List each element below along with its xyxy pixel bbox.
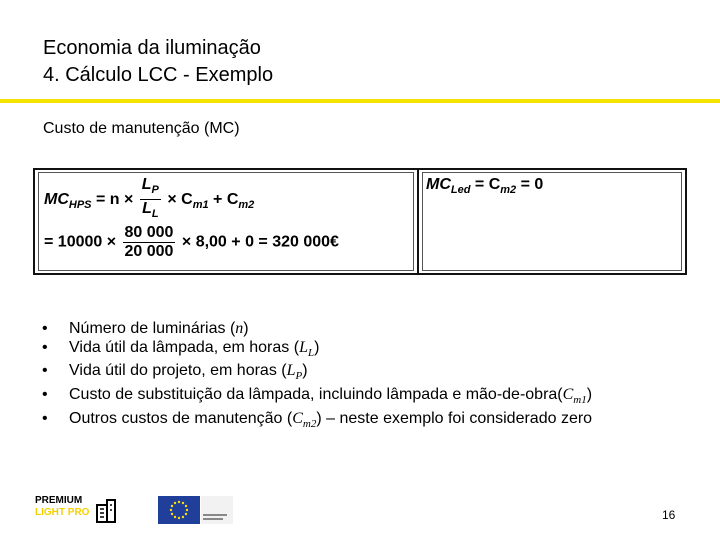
formula-mc-led [426, 176, 543, 196]
eu-flag-icon [158, 496, 200, 524]
list-item-after: ) [302, 362, 308, 380]
title-line-1: Economia da iluminação [43, 37, 261, 59]
fraction-numerator-sub: P [151, 184, 159, 197]
formula-subscript: m2 [500, 184, 517, 197]
list-item-var: n [235, 320, 244, 337]
list-item-var-sub: P [295, 370, 303, 383]
list-item-var: L [286, 362, 296, 380]
list-item-var-sub: L [307, 346, 315, 359]
list-item-var: L [299, 338, 308, 356]
list-item [42, 362, 662, 386]
bullet-icon: • [42, 338, 48, 356]
logo-text-1: PREMIUM [35, 495, 83, 506]
list-item-var: C [292, 409, 303, 427]
formula-term: + C [208, 190, 239, 208]
list-item [42, 339, 662, 363]
list-item-after: ) [586, 385, 593, 403]
formula-subscript: Led [450, 184, 471, 197]
list-item [42, 410, 662, 434]
formula-mc-hps-value [44, 224, 339, 261]
formula-subscript: m1 [192, 199, 209, 212]
section-title: Custo de manutenção (MC) [43, 120, 240, 137]
list-item-var: C [562, 385, 574, 403]
formula-result: × 8,00 + 0 = 320 000€ [177, 233, 339, 251]
page-number: 16 [662, 508, 676, 522]
list-item-var-sub: m1 [573, 394, 587, 407]
bullet-icon: • [42, 385, 48, 403]
variable-list [42, 320, 662, 433]
fraction-numerator: L [141, 176, 152, 193]
formula-term: × C [162, 190, 193, 208]
list-item-text: Número de luminárias ( [69, 320, 236, 337]
formula-operator: = n × [91, 190, 138, 208]
list-item [42, 320, 662, 339]
bullet-icon: • [42, 409, 48, 427]
list-item-text: Vida útil da lâmpada, em horas ( [69, 338, 300, 356]
list-item-text: Custo de substituição da lâmpada, incluindo lâmpada e mão-de-obra( [69, 385, 563, 403]
formula-term: = 10000 × [44, 233, 121, 251]
list-item-after: ) [243, 320, 249, 337]
title-line-2: 4. Cálculo LCC - Exemplo [43, 64, 274, 86]
formula-result: = 0 [516, 176, 544, 193]
building-icon [93, 497, 119, 523]
fraction-denominator-sub: L [151, 208, 159, 221]
formula-mc-hps [44, 176, 254, 223]
fraction-denominator: L [142, 200, 152, 218]
fraction-denominator: 20 000 [124, 243, 174, 260]
formula-frame-divider [417, 168, 419, 275]
formula-subscript: HPS [68, 199, 92, 212]
list-item-text: Vida útil do projeto, em horas ( [69, 362, 287, 380]
list-item-var-sub: m2 [302, 417, 317, 430]
fraction-80000-20000 [123, 224, 176, 261]
premium-light-pro-logo [35, 495, 125, 525]
list-item-after: ) – neste exemplo foi considerado zero [316, 409, 593, 427]
fraction-lp-ll [140, 176, 161, 223]
slide-title [43, 35, 273, 89]
formula-symbol: MC [44, 190, 69, 208]
formula-subscript: m2 [238, 199, 255, 212]
list-item [42, 386, 662, 410]
fraction-numerator: 80 000 [124, 224, 174, 241]
eu-funding-text-image [201, 496, 233, 524]
formula-operator: = C [470, 176, 501, 193]
formula-symbol: MC [426, 176, 451, 193]
list-item-after: ) [314, 338, 320, 356]
bullet-icon: • [42, 362, 48, 380]
title-divider [0, 99, 720, 103]
list-item-text: Outros custos de manutenção ( [69, 409, 293, 427]
logo-text-2: LIGHT PRO [35, 507, 90, 518]
bullet-icon: • [42, 320, 48, 337]
